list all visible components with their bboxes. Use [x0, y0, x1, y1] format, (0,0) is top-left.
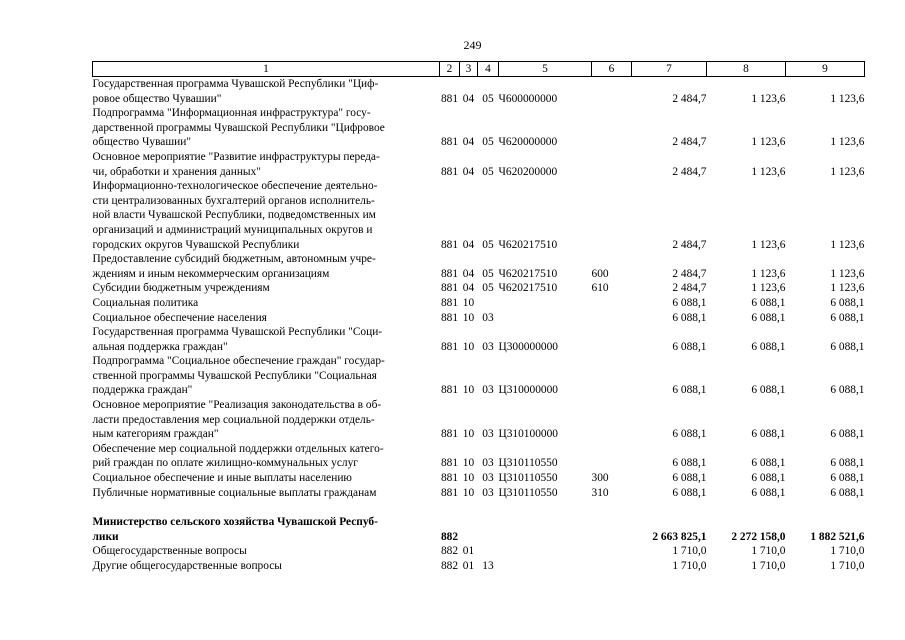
item-name-line: Основное мероприятие "Развитие инфраструктуры переда-	[92, 150, 380, 163]
cell-expense-type	[592, 354, 632, 398]
table-row	[93, 77, 865, 107]
cell-target-article	[499, 296, 592, 311]
cell-ministry-code: 881	[440, 340, 459, 353]
cell-expense-type	[592, 106, 632, 150]
budget-table	[92, 61, 865, 574]
cell-subsection: 03	[482, 486, 494, 499]
cell-expense-type	[592, 398, 632, 442]
cell-target-article: Ч620000000	[498, 136, 558, 149]
cell-item-name	[93, 150, 440, 179]
table-row	[93, 471, 865, 486]
cell-amount-col9: 6 088,1	[830, 384, 865, 397]
item-name-line: общество Чувашии"	[92, 136, 191, 149]
cell-section: 01	[462, 560, 475, 572]
column-header-9: 9	[786, 62, 865, 77]
item-name-line: организаций и администраций муниципальных округов и	[92, 223, 373, 236]
table-row	[93, 486, 865, 501]
table-row	[93, 281, 865, 296]
cell-amount-col7: 6 088,1	[672, 311, 707, 324]
cell-section: 10	[462, 472, 475, 485]
cell-ministry-code: 881	[440, 428, 459, 441]
cell-ministry-code: 881	[440, 238, 459, 251]
item-name-line: Публичные нормативные социальные выплаты гражданам	[92, 486, 377, 499]
item-name-line: Государственная программа Чувашской Республики "Циф-	[92, 78, 379, 90]
cell-subsection: 05	[482, 92, 494, 105]
cell-amount-col7: 2 663 825,1	[652, 530, 707, 543]
table-row	[93, 515, 865, 544]
column-header-5: 5	[499, 62, 592, 77]
cell-expense-type	[592, 442, 632, 471]
cell-subsection: 03	[482, 428, 494, 441]
table-row	[93, 106, 865, 150]
column-header-6: 6	[592, 62, 632, 77]
cell-amount-col9: 6 088,1	[830, 311, 865, 324]
cell-ministry-code: 881	[440, 136, 459, 149]
cell-amount-col9: 6 088,1	[830, 340, 865, 353]
cell-item-name	[93, 544, 440, 559]
table-row	[93, 325, 865, 354]
cell-amount-col7: 1 710,0	[672, 560, 707, 572]
cell-target-article: Ц310110550	[498, 472, 558, 485]
cell-target-article	[499, 311, 592, 326]
item-name-line: Информационно-технологическое обеспечение деятельно-	[92, 180, 378, 193]
cell-amount-col8: 6 088,1	[751, 340, 786, 353]
cell-target-article	[499, 559, 592, 574]
table-row	[93, 311, 865, 326]
cell-subsection: 03	[482, 457, 494, 470]
cell-amount-col8: 6 088,1	[751, 457, 786, 470]
cell-section: 10	[462, 457, 475, 470]
cell-item-name	[93, 398, 440, 442]
cell-subsection	[478, 515, 499, 544]
item-name-line: Государственная программа Чувашской Республики "Соци-	[92, 326, 383, 339]
cell-expense-type	[592, 77, 632, 107]
cell-expense-type: 610	[591, 282, 609, 295]
cell-amount-col9: 6 088,1	[830, 428, 865, 441]
cell-ministry-code: 882	[440, 560, 459, 572]
cell-amount-col7: 2 484,7	[672, 267, 707, 280]
column-header-8: 8	[707, 62, 786, 77]
cell-amount-col8: 6 088,1	[751, 486, 786, 499]
cell-amount-col7: 6 088,1	[672, 472, 707, 485]
cell-ministry-code: 881	[440, 296, 459, 309]
cell-expense-type	[592, 311, 632, 326]
cell-section: 10	[462, 311, 475, 324]
cell-section: 04	[462, 92, 475, 105]
cell-item-name	[93, 252, 440, 281]
cell-item-name	[93, 77, 440, 107]
cell-amount-col7: 2 484,7	[672, 238, 707, 251]
cell-target-article: Ч600000000	[498, 92, 558, 105]
cell-amount-col7: 2 484,7	[672, 92, 707, 105]
table-row	[93, 150, 865, 179]
cell-subsection: 05	[482, 267, 494, 280]
cell-section: 10	[462, 384, 475, 397]
cell-amount-col9: 1 123,6	[830, 282, 865, 295]
cell-section: 04	[462, 165, 475, 178]
item-name-line: Другие общегосударственные вопросы	[92, 560, 282, 572]
cell-target-article: Ч620217510	[498, 267, 558, 280]
cell-subsection: 03	[482, 340, 494, 353]
cell-ministry-code: 881	[440, 282, 459, 295]
table-row	[93, 354, 865, 398]
cell-ministry-code: 881	[440, 486, 459, 499]
table-row	[93, 559, 865, 574]
cell-amount-col9: 1 710,0	[830, 545, 865, 558]
item-name-line: Социальная политика	[92, 296, 199, 309]
cell-expense-type	[592, 325, 632, 354]
item-name-line: Подпрограмма "Информационная инфраструктура" госу-	[92, 107, 371, 120]
cell-expense-type: 600	[591, 267, 609, 280]
cell-amount-col7: 6 088,1	[672, 340, 707, 353]
cell-target-article	[499, 515, 592, 544]
cell-subsection: 05	[482, 165, 494, 178]
table-row	[93, 442, 865, 471]
cell-target-article: Ц310110550	[498, 457, 558, 470]
column-header-7: 7	[632, 62, 707, 77]
cell-amount-col9: 6 088,1	[830, 296, 865, 309]
table-row	[93, 398, 865, 442]
cell-section: 10	[462, 486, 475, 499]
column-header-1: 1	[93, 62, 440, 77]
cell-ministry-code: 881	[440, 92, 459, 105]
item-name-line: Субсидии бюджетным учреждениям	[92, 282, 270, 295]
item-name-line: ласти предоставления мер социальной поддержки отдель-	[92, 413, 375, 426]
cell-expense-type	[592, 179, 632, 252]
cell-amount-col8: 6 088,1	[751, 311, 786, 324]
item-name-line: Министерство сельского хозяйства Чувашской Респуб-	[92, 516, 378, 529]
cell-amount-col9: 6 088,1	[830, 472, 865, 485]
table-header-row	[93, 62, 865, 77]
cell-amount-col9: 1 123,6	[830, 267, 865, 280]
cell-section: 10	[462, 340, 475, 353]
table-row	[93, 296, 865, 311]
cell-target-article	[499, 544, 592, 559]
cell-amount-col8: 1 123,6	[751, 238, 786, 251]
cell-item-name	[93, 442, 440, 471]
cell-expense-type	[592, 296, 632, 311]
spacer-cell	[93, 500, 865, 515]
cell-ministry-code: 881	[440, 311, 459, 324]
cell-item-name	[93, 559, 440, 574]
cell-subsection	[478, 544, 499, 559]
item-name-line: ственной программы Чувашской Республики "Социальная	[92, 369, 377, 382]
cell-amount-col9: 1 123,6	[830, 136, 865, 149]
cell-section: 10	[462, 296, 475, 309]
cell-expense-type	[592, 544, 632, 559]
item-name-line: Социальное обеспечение и иные выплаты населению	[92, 472, 352, 485]
cell-section: 04	[462, 282, 475, 295]
cell-section	[460, 515, 478, 544]
cell-amount-col7: 6 088,1	[672, 296, 707, 309]
item-name-line: Предоставление субсидий бюджетным, автономным учре-	[92, 253, 376, 266]
cell-item-name	[93, 354, 440, 398]
page-number: 249	[463, 38, 482, 52]
column-header-4: 4	[478, 62, 499, 77]
cell-amount-col9: 1 123,6	[830, 238, 865, 251]
cell-amount-col9: 1 123,6	[830, 92, 865, 105]
item-name-line: рий граждан по оплате жилищно-коммунальных услуг	[92, 457, 358, 470]
cell-subsection: 05	[482, 136, 494, 149]
cell-item-name	[93, 471, 440, 486]
cell-item-name	[93, 325, 440, 354]
cell-amount-col8: 1 710,0	[751, 545, 786, 558]
item-name-line: ждениям и иным некоммерческим организациям	[92, 267, 330, 280]
cell-section: 04	[462, 136, 475, 149]
cell-target-article: Ц310100000	[498, 428, 558, 441]
cell-amount-col7: 6 088,1	[672, 428, 707, 441]
cell-amount-col9: 1 710,0	[830, 560, 865, 572]
cell-amount-col8: 6 088,1	[751, 472, 786, 485]
cell-amount-col8: 1 710,0	[751, 560, 786, 572]
table-row	[93, 179, 865, 252]
cell-amount-col8: 2 272 158,0	[731, 530, 786, 543]
cell-subsection: 05	[482, 282, 494, 295]
cell-amount-col7: 6 088,1	[672, 384, 707, 397]
column-header-2: 2	[440, 62, 460, 77]
cell-subsection: 03	[482, 472, 494, 485]
cell-amount-col7: 6 088,1	[672, 486, 707, 499]
cell-target-article: Ц300000000	[498, 340, 558, 353]
cell-amount-col7: 2 484,7	[672, 165, 707, 178]
item-name-line: альная поддержка граждан"	[92, 340, 228, 353]
item-name-line: Социальное обеспечение населения	[92, 311, 267, 324]
item-name-line: ной власти Чувашской Республики, подведомственных им	[92, 209, 376, 222]
table-row	[93, 544, 865, 559]
cell-amount-col9: 1 882 521,6	[810, 530, 865, 543]
cell-item-name	[93, 311, 440, 326]
item-name-line: Основное мероприятие "Реализация законодательства в об-	[92, 399, 382, 412]
cell-item-name	[93, 179, 440, 252]
cell-item-name	[93, 515, 440, 544]
table-spacer-row	[93, 500, 865, 515]
cell-target-article: Ц310000000	[498, 384, 558, 397]
cell-amount-col9: 6 088,1	[830, 457, 865, 470]
item-name-line: городских округов Чувашской Республики	[92, 238, 300, 251]
cell-subsection: 03	[482, 311, 494, 324]
cell-expense-type	[592, 150, 632, 179]
cell-amount-col8: 6 088,1	[751, 428, 786, 441]
cell-amount-col9: 1 123,6	[830, 165, 865, 178]
cell-amount-col9: 6 088,1	[830, 486, 865, 499]
cell-ministry-code: 881	[440, 384, 459, 397]
cell-amount-col8: 1 123,6	[751, 282, 786, 295]
cell-ministry-code: 881	[440, 472, 459, 485]
cell-ministry-code: 882	[440, 530, 459, 543]
cell-amount-col8: 1 123,6	[751, 165, 786, 178]
cell-expense-type: 310	[591, 486, 609, 499]
cell-section: 01	[462, 545, 475, 558]
cell-amount-col8: 1 123,6	[751, 136, 786, 149]
column-header-3: 3	[460, 62, 478, 77]
cell-subsection: 13	[482, 560, 494, 572]
cell-amount-col7: 2 484,7	[672, 282, 707, 295]
cell-subsection: 05	[482, 238, 494, 251]
cell-item-name	[93, 106, 440, 150]
cell-item-name	[93, 281, 440, 296]
item-name-line: лики	[92, 530, 119, 543]
item-name-line: Общегосударственные вопросы	[92, 545, 247, 558]
cell-section: 04	[462, 238, 475, 251]
cell-ministry-code: 881	[440, 267, 459, 280]
cell-amount-col7: 6 088,1	[672, 457, 707, 470]
item-name-line: чи, обработки и хранения данных"	[92, 165, 261, 178]
item-name-line: Подпрограмма "Социальное обеспечение граждан" государ-	[92, 355, 385, 368]
item-name-line: дарственной программы Чувашской Республики "Цифровое	[92, 121, 385, 134]
cell-amount-col8: 1 123,6	[751, 92, 786, 105]
table-body	[93, 77, 865, 574]
cell-ministry-code: 882	[440, 545, 459, 558]
cell-target-article: Ч620200000	[498, 165, 558, 178]
item-name-line: ным категориям граждан"	[92, 428, 219, 441]
cell-item-name	[93, 486, 440, 501]
cell-item-name	[93, 296, 440, 311]
cell-section: 04	[462, 267, 475, 280]
item-name-line: Обеспечение мер социальной поддержки отдельных катего-	[92, 442, 384, 455]
item-name-line: сти централизованных бухгалтерий органов исполнитель-	[92, 194, 375, 207]
table-row	[93, 252, 865, 281]
item-name-line: поддержка граждан"	[92, 384, 193, 397]
item-name-line: ровое общество Чувашии"	[92, 92, 222, 105]
cell-amount-col7: 2 484,7	[672, 136, 707, 149]
cell-expense-type	[592, 515, 632, 544]
cell-ministry-code: 881	[440, 457, 459, 470]
cell-amount-col7: 1 710,0	[672, 545, 707, 558]
cell-subsection	[478, 296, 499, 311]
cell-subsection: 03	[482, 384, 494, 397]
cell-expense-type: 300	[591, 472, 609, 485]
cell-expense-type	[592, 559, 632, 574]
cell-target-article: Ц310110550	[498, 486, 558, 499]
cell-amount-col8: 6 088,1	[751, 384, 786, 397]
cell-amount-col8: 6 088,1	[751, 296, 786, 309]
cell-target-article: Ч620217510	[498, 238, 558, 251]
cell-ministry-code: 881	[440, 165, 459, 178]
cell-amount-col8: 1 123,6	[751, 267, 786, 280]
cell-target-article: Ч620217510	[498, 282, 558, 295]
cell-section: 10	[462, 428, 475, 441]
